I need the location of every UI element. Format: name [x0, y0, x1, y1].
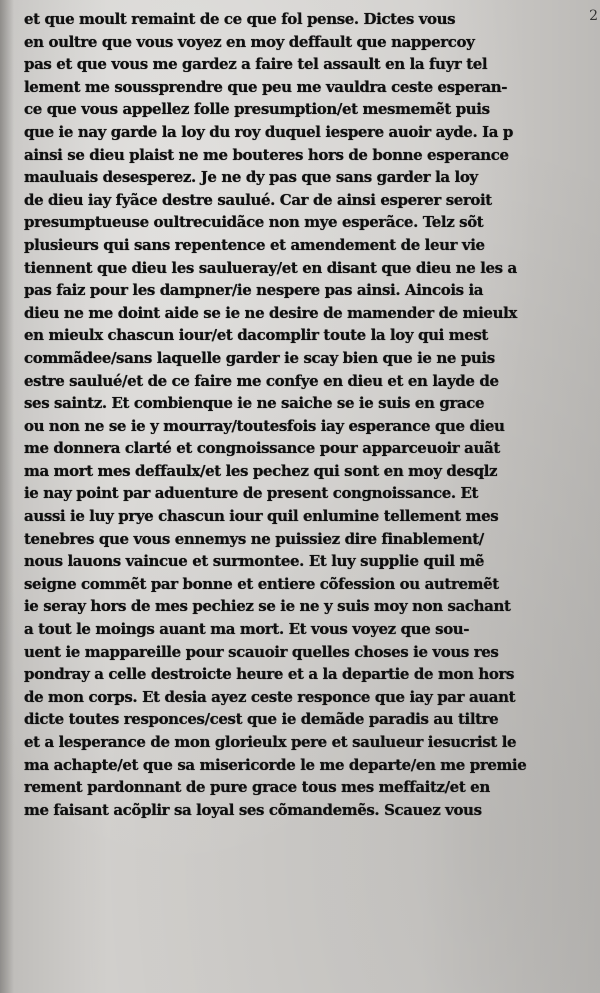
text-line: que ie nay garde la loy du roy duquel iespere auoir ayde. Ia p — [24, 122, 513, 141]
text-line: ainsi se dieu plaist ne me bouteres hors de bonne esperance — [24, 145, 509, 164]
text-line: uent ie mappareille pour scauoir quelles choses ie vous res — [24, 642, 499, 661]
page-gutter-shadow — [0, 0, 14, 993]
text-line: me faisant acõplir sa loyal ses cõmandemẽs. Scauez vous — [24, 800, 482, 819]
text-line: ma achapte/et que sa misericorde le me departe/en me premie — [24, 755, 527, 774]
text-line: ie nay point par aduenture de present congnoissance. Et — [24, 484, 479, 503]
text-line: rement pardonnant de pure grace tous mes meffaitz/et en — [24, 778, 490, 797]
text-line: lement me soussprendre que peu me vauldra ceste esperan- — [24, 77, 508, 96]
text-line: ma mort mes deffaulx/et les pechez qui sont en moy desqlz — [24, 461, 498, 480]
text-line: pas faiz pour les dampner/ie nespere pas ainsi. Aincois ia — [24, 281, 484, 300]
text-line: pondray a celle destroicte heure et a la departie de mon hors — [24, 665, 515, 684]
text-line: mauluais desesperez. Je ne dy pas que sans garder la loy — [24, 168, 478, 187]
text-line: et que moult remaint de ce que fol pense. Dictes vous — [24, 10, 456, 28]
text-line: dieu ne me doint aide se ie ne desire de mamender de mieulx — [24, 303, 517, 322]
text-line: commãdee/sans laquelle garder ie scay bien que ie ne puis — [24, 348, 495, 367]
text-line: pas et que vous me gardez a faire tel assault en la fuyr tel — [24, 55, 488, 74]
text-line: et a lesperance de mon glorieulx pere et saulueur iesucrist le — [24, 733, 517, 751]
text-line: aussi ie luy prye chascun iour quil enlumine tellement mes — [24, 507, 499, 526]
text-line: nous lauons vaincue et surmontee. Et luy supplie quil mẽ — [24, 552, 485, 571]
text-line: en mieulx chascun iour/et dacomplir toute la loy qui mest — [24, 326, 488, 345]
body-text — [24, 8, 584, 821]
text-line: plusieurs qui sans repentence et amendement de leur vie — [24, 235, 485, 254]
text-line: ce que vous appellez folle presumption/et mesmemẽt puis — [24, 100, 490, 119]
text-line: tenebres que vous ennemys ne puissiez dire finablement/ — [24, 529, 484, 548]
text-line: presumptueuse oultrecuidãce non mye esperãce. Telz sõt — [24, 213, 484, 232]
text-line: de mon corps. Et desia ayez ceste responce que iay par auant — [24, 687, 516, 706]
text-line: tiennent que dieu les saulueray/et en disant que dieu ne les a — [24, 258, 517, 277]
corner-mark: 2 — [589, 8, 598, 24]
text-line: estre saulué/et de ce faire me confye en dieu et en layde de — [24, 371, 499, 390]
text-line: ie seray hors de mes pechiez se ie ne y suis moy non sachant — [24, 597, 511, 616]
text-line: dicte toutes responces/cest que ie demãde paradis au tiltre — [24, 710, 499, 729]
text-line: de dieu iay fyãce destre saulué. Car de ainsi esperer seroit — [24, 190, 492, 209]
text-line: me donnera clarté et congnoissance pour apparceuoir auãt — [24, 439, 500, 458]
text-line: seigne commẽt par bonne et entiere cõfession ou autremẽt — [24, 574, 499, 593]
text-line: en oultre que vous voyez en moy deffault que nappercoy — [24, 32, 475, 51]
text-line: ses saintz. Et combienque ie ne saiche se ie suis en grace — [24, 394, 485, 413]
text-line: a tout le moings auant ma mort. Et vous voyez que sou- — [24, 620, 470, 639]
text-line: ou non ne se ie y mourray/toutesfois iay esperance que dieu — [24, 416, 505, 435]
